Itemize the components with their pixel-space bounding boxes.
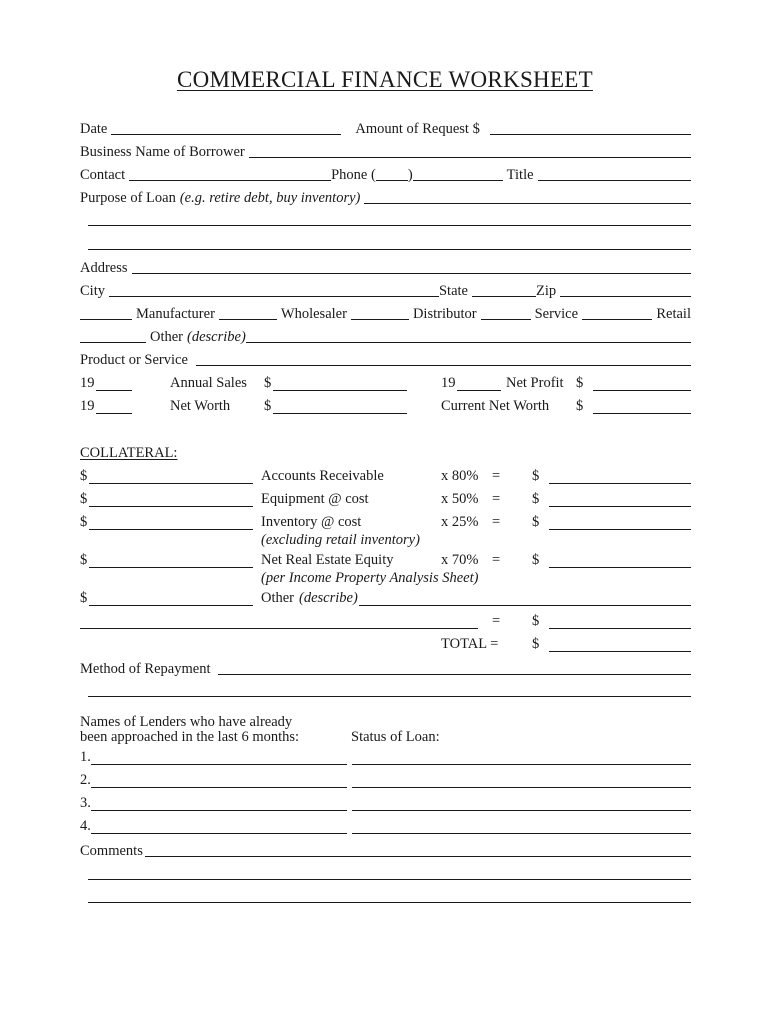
other-describe: (describe)	[187, 329, 246, 345]
zip-label: Zip	[535, 283, 557, 299]
other-label: Other	[150, 329, 184, 345]
address-field[interactable]	[132, 258, 691, 274]
collateral-label: Accounts Receivable	[261, 468, 384, 484]
collateral-note: (excluding retail inventory)	[261, 532, 420, 548]
collateral-value-field[interactable]	[89, 567, 253, 568]
net-worth-field[interactable]	[273, 413, 407, 414]
collateral-value-field[interactable]	[89, 529, 253, 530]
retail-check[interactable]	[582, 304, 652, 320]
collateral-other-label: Other	[261, 590, 295, 606]
state-field[interactable]	[472, 281, 536, 297]
collateral-result-field[interactable]	[549, 483, 691, 484]
purpose-field[interactable]	[364, 188, 691, 204]
collateral-label: Equipment @ cost	[261, 491, 369, 507]
lenders-heading-line2: been approached in the last 6 months:	[80, 729, 300, 745]
city-row	[80, 280, 691, 300]
net-profit-dollar: $	[576, 375, 584, 391]
city-label: City	[80, 283, 105, 299]
purpose-row	[80, 187, 691, 207]
collateral-result-field[interactable]	[549, 529, 691, 530]
product-row	[80, 349, 691, 369]
purpose-label: Purpose of Loan	[80, 190, 176, 206]
net-worth-label: Net Worth	[170, 398, 231, 414]
product-field[interactable]	[196, 350, 691, 366]
collateral-factor: x 50%	[441, 491, 479, 507]
business-type-row	[80, 303, 691, 323]
phone-number-field[interactable]	[413, 165, 503, 181]
collateral-dollar: $	[80, 552, 88, 568]
distributor-label: Distributor	[412, 306, 477, 322]
phone-area-field[interactable]	[376, 165, 408, 181]
collateral-factor: x 70%	[441, 552, 479, 568]
address-label: Address	[80, 260, 128, 276]
collateral-extra-field[interactable]	[80, 628, 478, 629]
purpose-line-3[interactable]	[88, 249, 691, 250]
repayment-field[interactable]	[218, 659, 691, 675]
phone-close: )	[407, 167, 413, 183]
collateral-result-dollar: $	[532, 468, 540, 484]
other-describe-field[interactable]	[246, 327, 691, 343]
comments-line-3[interactable]	[88, 902, 691, 903]
repayment-line-2[interactable]	[88, 696, 691, 697]
collateral-equals: =	[492, 468, 501, 484]
title-label: Title	[506, 167, 534, 183]
collateral-result-field[interactable]	[549, 506, 691, 507]
comments-field[interactable]	[145, 841, 691, 857]
collateral-note: (per Income Property Analysis Sheet)	[261, 570, 479, 586]
business-name-field[interactable]	[249, 142, 691, 158]
collateral-result-dollar: $	[532, 552, 540, 568]
collateral-label: Net Real Estate Equity	[261, 552, 394, 568]
collateral-result-dollar: $	[532, 514, 540, 530]
purpose-example: (e.g. retire debt, buy inventory)	[179, 190, 361, 206]
distributor-check[interactable]	[351, 304, 409, 320]
date-amount-row	[80, 118, 691, 138]
lender-name-field[interactable]	[91, 764, 347, 765]
city-field[interactable]	[109, 281, 439, 297]
current-net-worth-field[interactable]	[593, 413, 691, 414]
lender-name-field[interactable]	[91, 833, 347, 834]
lender-name-field[interactable]	[91, 810, 347, 811]
collateral-result-dollar: $	[532, 491, 540, 507]
net-profit-label: Net Profit	[506, 375, 564, 391]
collateral-other-dollar: $	[80, 590, 88, 606]
zip-field[interactable]	[560, 281, 691, 297]
annual-sales-label: Annual Sales	[170, 375, 247, 391]
lender-status-field[interactable]	[352, 764, 691, 765]
state-label: State	[438, 283, 468, 299]
collateral-other-describe: (describe)	[299, 590, 358, 606]
other-check[interactable]	[80, 327, 146, 343]
collateral-dollar: $	[80, 491, 88, 507]
annual-sales-field[interactable]	[273, 390, 407, 391]
title-field[interactable]	[538, 165, 691, 181]
contact-label: Contact	[80, 167, 126, 183]
collateral-heading: COLLATERAL:	[80, 445, 178, 461]
collateral-label: Inventory @ cost	[261, 514, 362, 530]
contact-field[interactable]	[129, 165, 331, 181]
business-name-row	[80, 141, 691, 161]
collateral-other-value-field[interactable]	[89, 605, 253, 606]
worth-year-field[interactable]	[96, 413, 132, 414]
phone-label: Phone (	[331, 167, 376, 183]
collateral-extra-result-field[interactable]	[549, 628, 691, 629]
service-check[interactable]	[481, 304, 531, 320]
sales-year-field[interactable]	[96, 390, 132, 391]
other-type-row	[80, 326, 691, 346]
worth-year-prefix: 19	[80, 398, 95, 414]
collateral-equals: =	[492, 552, 501, 568]
wholesaler-check[interactable]	[219, 304, 277, 320]
service-label: Service	[534, 306, 579, 322]
current-net-worth-dollar: $	[576, 398, 584, 414]
lender-number: 4.	[80, 818, 91, 834]
page-title: COMMERCIAL FINANCE WORKSHEET	[176, 67, 594, 92]
comments-line-2[interactable]	[88, 879, 691, 880]
address-row	[80, 257, 691, 277]
total-dollar: $	[532, 636, 540, 652]
date-label: Date	[80, 121, 108, 137]
collateral-equals: =	[492, 491, 501, 507]
repayment-label: Method of Repayment	[80, 661, 211, 677]
comments-row	[80, 840, 691, 860]
profit-year-prefix: 19	[441, 375, 456, 391]
purpose-line-2[interactable]	[88, 225, 691, 226]
lender-status-field[interactable]	[352, 833, 691, 834]
collateral-value-field[interactable]	[89, 506, 253, 507]
status-heading: Status of Loan:	[351, 729, 440, 745]
lender-number: 2.	[80, 772, 91, 788]
repayment-row	[80, 658, 691, 678]
lender-name-field[interactable]	[91, 787, 347, 788]
total-field[interactable]	[549, 651, 691, 652]
lender-number: 1.	[80, 749, 91, 765]
collateral-dollar: $	[80, 514, 88, 530]
collateral-other-describe-field[interactable]	[359, 605, 691, 606]
collateral-factor: x 80%	[441, 468, 479, 484]
current-net-worth-label: Current Net Worth	[441, 398, 550, 414]
net-worth-dollar: $	[264, 398, 272, 414]
collateral-value-field[interactable]	[89, 483, 253, 484]
retail-label: Retail	[656, 306, 691, 322]
profit-year-field[interactable]	[457, 390, 501, 391]
annual-sales-dollar: $	[264, 375, 272, 391]
lender-status-field[interactable]	[352, 787, 691, 788]
manufacturer-label: Manufacturer	[136, 306, 215, 322]
business-name-label: Business Name of Borrower	[80, 144, 245, 160]
lender-status-field[interactable]	[352, 810, 691, 811]
comments-label: Comments	[80, 843, 143, 859]
manufacturer-check[interactable]	[80, 304, 132, 320]
collateral-factor: x 25%	[441, 514, 479, 530]
product-label: Product or Service	[80, 352, 188, 368]
amount-label: Amount of Request $	[355, 121, 480, 137]
net-profit-field[interactable]	[593, 390, 691, 391]
date-field[interactable]	[111, 119, 341, 135]
collateral-extra-dollar: $	[532, 613, 540, 629]
collateral-dollar: $	[80, 468, 88, 484]
collateral-extra-equals: =	[492, 613, 501, 629]
lender-number: 3.	[80, 795, 91, 811]
amount-field[interactable]	[490, 119, 691, 135]
collateral-equals: =	[492, 514, 501, 530]
sales-year-prefix: 19	[80, 375, 95, 391]
contact-row	[80, 164, 691, 184]
lenders-heading-line1: Names of Lenders who have already	[80, 714, 293, 730]
collateral-result-field[interactable]	[549, 567, 691, 568]
total-label: TOTAL =	[441, 636, 499, 652]
wholesaler-label: Wholesaler	[280, 306, 347, 322]
